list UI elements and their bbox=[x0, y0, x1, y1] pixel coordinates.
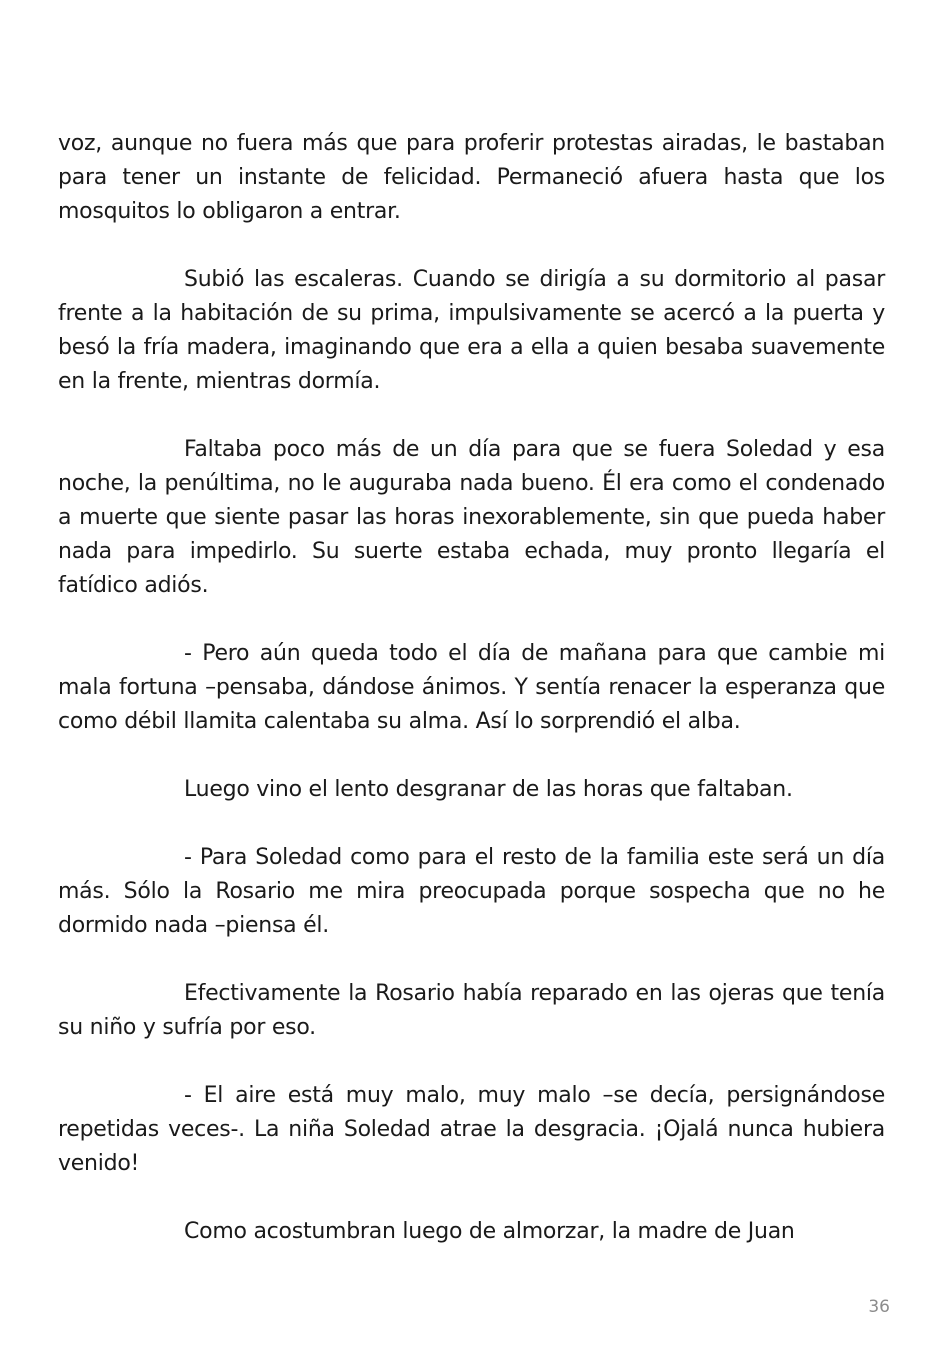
paragraph: Luego vino el lento desgranar de las horas que faltaban. bbox=[184, 777, 793, 802]
paragraph: Como acostumbran luego de almorzar, la madre de Juan bbox=[184, 1219, 795, 1244]
paragraph: Faltaba poco más de un día para que se fuera Soledad y esa noche, la penúltima, no le auguraba nada bueno. Él era como el condenado a muerte que siente pasar las horas inexorablemente, sin que pueda haber nada para impedirlo. Su suerte estaba echada, muy pronto llegaría el fatídico adiós. bbox=[58, 437, 885, 598]
paragraph: Subió las escaleras. Cuando se dirigía a su dormitorio al pasar frente a la habitación de su prima, impulsivamente se acercó a la puerta y besó la fría madera, imaginando que era a ella a quien besaba suavemente en la frente, mientras dormía. bbox=[58, 267, 885, 394]
page-number: 36 bbox=[868, 1297, 890, 1317]
paragraph: voz, aunque no fuera más que para proferir protestas airadas, le bastaban para tener un instante de felicidad. Permaneció afuera hasta que los mosquitos lo obligaron a entrar. bbox=[58, 131, 885, 224]
paragraph: - Pero aún queda todo el día de mañana para que cambie mi mala fortuna –pensaba, dándose ánimos. Y sentía renacer la esperanza que como débil llamita calentaba su alma. Así lo sorprendió el alba. bbox=[58, 641, 885, 734]
paragraph: - Para Soledad como para el resto de la familia este será un día más. Sólo la Rosario me mira preocupada porque sospecha que no he dormido nada –piensa él. bbox=[58, 845, 885, 938]
paragraph: Efectivamente la Rosario había reparado en las ojeras que tenía su niño y sufría por eso. bbox=[58, 981, 885, 1040]
paragraph: - El aire está muy malo, muy malo –se decía, persignándose repetidas veces-. La niña Soledad atrae la desgracia. ¡Ojalá nunca hubiera venido! bbox=[58, 1083, 885, 1176]
body-text bbox=[58, 127, 885, 1283]
